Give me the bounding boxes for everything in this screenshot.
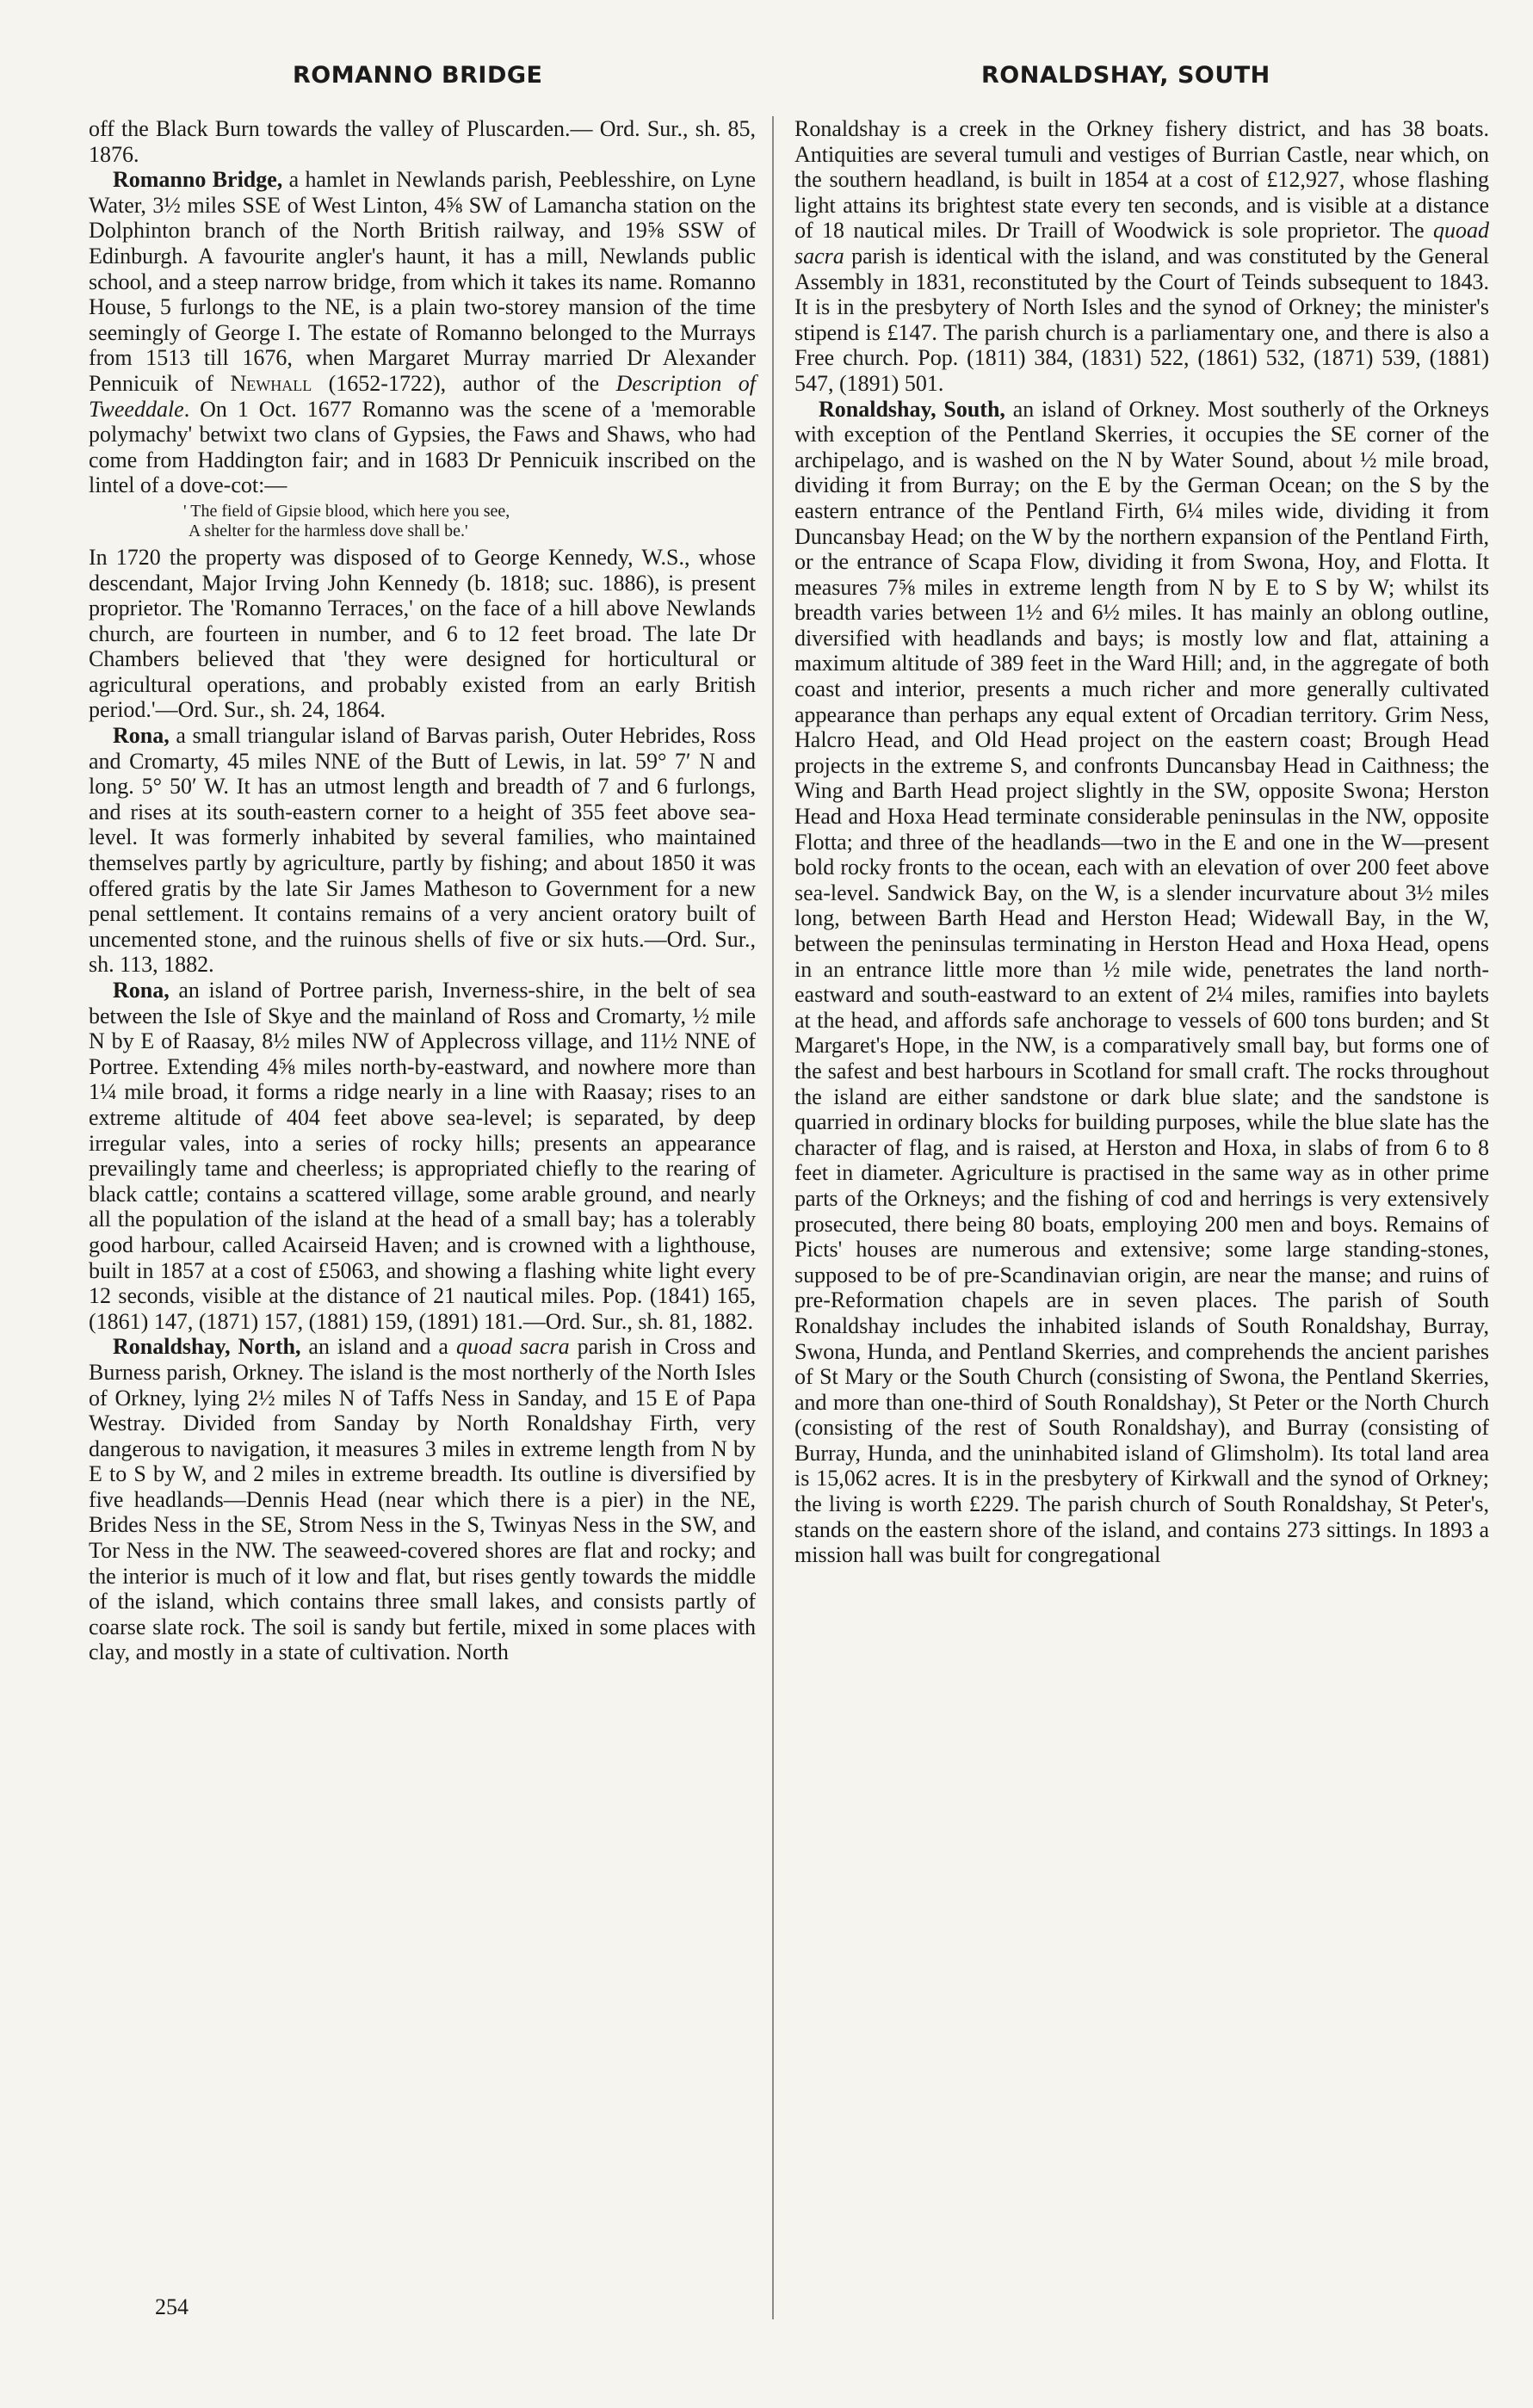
- entry-rona-portree: [89, 978, 756, 1334]
- running-head-right: RONALDSHAY, SOUTH: [981, 62, 1270, 89]
- right-column: [794, 116, 1489, 1568]
- entry-body: an island of Portree parish, Inverness-shire, in the belt of sea between the Isle of Skye and the mainland of Ross and Cromarty, ½ mile N by E of Raasay, 8½ miles NW of Applecross village, and 11½ NNE of Portree. Extending 4⅝ miles north-by-eastward, and nowhere more than 1¼ mile broad, it forms a ridge nearly in a line with Raasay; rises to an extreme altitude of 404 feet above sea-level; is separated, by deep irregular vales, into a series of rocky hills; presents an appearance prevailingly tame and cheerless; is appropriated chiefly to the rearing of black cattle; contains a scattered village, some arable ground, and nearly all the population of the island at the head of a small bay; has a tolerably good harbour, called Acairseid Haven; and is crowned with a lighthouse, built in 1857 at a cost of £5063, and showing a flashing white light every 12 seconds, visible at the distance of 21 nautical miles. Pop. (1841) 165, (1861) 147, (1871) 157, (1881) 159, (1891) 181.—Ord. Sur., sh. 81, 1882.: [89, 978, 756, 1334]
- left-column: [89, 116, 756, 1665]
- entry-headword: Rona,: [113, 978, 170, 1003]
- quote-line: A shelter for the harmless dove shall be.': [189, 521, 468, 540]
- entry-romanno-continuation: In 1720 the property was disposed of to George Kennedy, W.S., whose descendant, Major Irving John Kennedy (b. 1818; suc. 1886), is present proprietor. The 'Romanno Terraces,' on the face of a hill above Newlands church, are fourteen in number, and 6 to 12 feet broad. The late Dr Chambers believed that 'they were designed for horticultural or agricultural operations, and probably existed from an early British period.'—Ord. Sur., sh. 24, 1864.: [89, 544, 756, 723]
- entry-body: parish is identical with the island, and was constituted by the General Assembly in 1831, reconstituted by the Court of Teinds subsequent to 1843. It is in the presbytery of North Isles and the synod of Orkney; the minister's stipend is £147. The parish church is a parliamentary one, and there is also a Free church. Pop. (1811) 384, (1831) 522, (1861) 532, (1871) 539, (1881) 547, (1891) 501.: [794, 243, 1489, 396]
- page-number: 254: [155, 2294, 189, 2319]
- column-divider: [772, 116, 774, 2319]
- entry-ronaldshay-north: [89, 1334, 756, 1665]
- inscription-quote: [89, 502, 756, 541]
- quote-line: ' The field of Gipsie blood, which here you see,: [183, 501, 510, 521]
- entry-ronaldshay-south: [794, 397, 1489, 1568]
- entry-body: . On 1 Oct. 1677 Romanno was the scene of a 'memorable polymachy' betwixt two clans of Gypsies, the Faws and Shaws, who had come from Haddington fair; and in 1683 Dr Pennicuik inscribed on the lintel of a dove-cot:—: [89, 396, 756, 498]
- entry-body: Ronaldshay is a creek in the Orkney fishery district, and has 38 boats. Antiquities are several tumuli and vestiges of Burrian Castle, near which, on the southern headland, is built in 1854 at a cost of £12,927, whose flashing light attains its brightest state every ten seconds, and is visible at a distance of 18 nautical miles. Dr Traill of Woodwick is sole proprietor. The: [794, 116, 1489, 244]
- entry-body: a hamlet in Newlands parish, Peeblesshire, on Lyne Water, 3½ miles SSE of West Linton, 4⅝ SW of Lamancha station on the Dolphinton branch of the North British railway, and 19⅝ SSW of Edinburgh. A favourite angler's haunt, it has a mill, Newlands public school, and a steep narrow bridge, from which it takes its name. Romanno House, 5 furlongs to the NE, is a plain two-storey mansion of the time seemingly of George I. The estate of Romanno belonged to the Murrays from 1513 till 1676, when Margaret Murray married Dr Alexander Pennicuik of: [89, 167, 756, 396]
- entry-ronaldshay-north-continued: [794, 116, 1489, 397]
- entry-rona-barvas: [89, 723, 756, 978]
- entry-headword: Ronaldshay, North,: [113, 1334, 301, 1360]
- latin-term: quoad sacra: [455, 1334, 570, 1360]
- entry-body: an island and a: [300, 1334, 456, 1360]
- book-title: Description of Tweeddale: [89, 370, 756, 422]
- entry-body: a small triangular island of Barvas parish, Outer Hebrides, Ross and Cromarty, 45 miles NNE of the Butt of Lewis, in lat. 59° 7′ N and long. 5° 50′ W. It has an utmost length and breadth of 7 and 6 furlongs, and rises at its south-eastern corner to a height of 355 feet above sea-level. It was formerly inhabited by several families, who maintained themselves partly by agriculture, partly by fishing; and about 1850 it was offered gratis by the late Sir James Matheson to Government for a new penal settlement. It contains remains of a very ancient oratory built of uncemented stone, and the ruinous shells of five or six huts.—Ord. Sur., sh. 113, 1882.: [89, 723, 756, 978]
- running-head-left: ROMANNO BRIDGE: [293, 62, 543, 89]
- cross-reference: Newhall: [230, 370, 312, 396]
- entry-romanno-bridge: [89, 167, 756, 498]
- entry-headword: Romanno Bridge,: [113, 167, 283, 193]
- entry-body: parish in Cross and Burness parish, Orkney. The island is the most northerly of the North Isles of Orkney, lying 2½ miles N of Taffs Ness in Sanday, and 15 E of Papa Westray. Divided from Sanday by North Ronaldshay Firth, very dangerous to navigation, it measures 3 miles in extreme length from N by E to S by W, and 2 miles in extreme breadth. Its outline is diversified by five headlands—Dennis Head (near which there is a pier) in the NE, Brides Ness in the SE, Strom Ness in the S, Twinyas Ness in the SW, and Tor Ness in the NW. The seaweed-covered shores are flat and rocky; and the interior is much of it low and flat, but rises gently towards the middle of the island, which contains three small lakes, and consists partly of coarse slate rock. The soil is sandy but fertile, mixed in some places with clay, and mostly in a state of cultivation. North: [89, 1334, 757, 1665]
- entry-body: (1652-1722), author of the: [312, 370, 616, 396]
- latin-term: quoad sacra: [794, 218, 1489, 269]
- entry-headword: Ronaldshay, South,: [819, 396, 1005, 422]
- entry-body: an island of Orkney. Most southerly of the Orkneys with exception of the Pentland Skerries, it occupies the SE corner of the archipelago, and is washed on the N by Water Sound, about ½ mile broad, dividing it from Burray; on the E by the German Ocean; on the S by the eastern entrance of the Pentland Firth, 6¼ miles wide, dividing it from Duncansbay Head; on the W by the northern expansion of the Pentland Firth, or the entrance of Scapa Flow, dividing it from Swona, Hoy, and Flotta. It measures 7⅝ miles in extreme length from N by E to S by W; whilst its breadth varies between 1½ and 6½ miles. It has mainly an oblong outline, diversified with headlands and bays; is mostly low and flat, attaining a maximum altitude of 389 feet in the Ward Hill; and, in the aggregate of both coast and interior, presents a much richer and more generally cultivated appearance than perhaps any equal extent of Orcadian territory. Grim Ness, Halcro Head, and Old Head project on the eastern coast; Brough Head projects in the extreme S, and confronts Duncansbay Head in Caithness; the Wing and Barth Head project slightly in the SW, opposite Swona; Herston Head and Hoxa Head terminate considerable peninsulas in the NW, opposite Flotta; and three of the headlands—two in the E and one in the W—present bold rocky fronts to the ocean, each with an elevation of over 200 feet above sea-level. Sandwick Bay, on the W, is a slender incurvature about 3½ miles long, between Barth Head and Herston Head; Widewall Bay, in the W, between the peninsulas terminating in Herston Head and Hoxa Head, opens in an entrance little more than ½ mile wide, penetrates the land north-eastward and south-eastward to an extent of 2¼ miles, ramifies into baylets at the head, and affords safe anchorage to vessels of 600 tons burden; and St Margaret's Hope, in the NW, is a comparatively small bay, but forms one of the safest and best harbours in Scotland for small craft. The rocks throughout the island are either sandstone or dark blue slate; and the sandstone is quarried in ordinary blocks for building purposes, while the blue slate has the character of flag, and is raised, at Herston and Hoxa, in slabs of from 6 to 8 feet in diameter. Agriculture is practised in the same way as in other prime parts of the Orkneys; and the fishing of cod and herrings is very extensively prosecuted, there being 80 boats, employing 200 men and boys. Remains of Picts' houses are numerous and extensive; some large standing-stones, supposed to be of pre-Scandinavian origin, are near the manse; and ruins of pre-Reformation chapels are in seven places. The parish of South Ronaldshay includes the inhabited islands of South Ronaldshay, Burray, Swona, Hunda, and Pentland Skerries, and comprehends the ancient parishes of St Mary or the South Church (consisting of Swona, the Pentland Skerries, and more than one-third of South Ronaldshay), St Peter or the North Church (consisting of the rest of South Ronaldshay), and Burray (consisting of Burray, Hunda, and the uninhabited island of Glimsholm). Its total land area is 15,062 acres. It is in the presbytery of Kirkwall and the synod of Orkney; the living is worth £229. The parish church of South Ronaldshay, St Peter's, stands on the eastern shore of the island, and contains 273 sittings. In 1893 a mission hall was built for congregational: [794, 396, 1490, 1568]
- continued-entry-text: off the Black Burn towards the valley of Pluscarden.— Ord. Sur., sh. 85, 1876.: [89, 116, 756, 167]
- entry-headword: Rona,: [113, 723, 170, 749]
